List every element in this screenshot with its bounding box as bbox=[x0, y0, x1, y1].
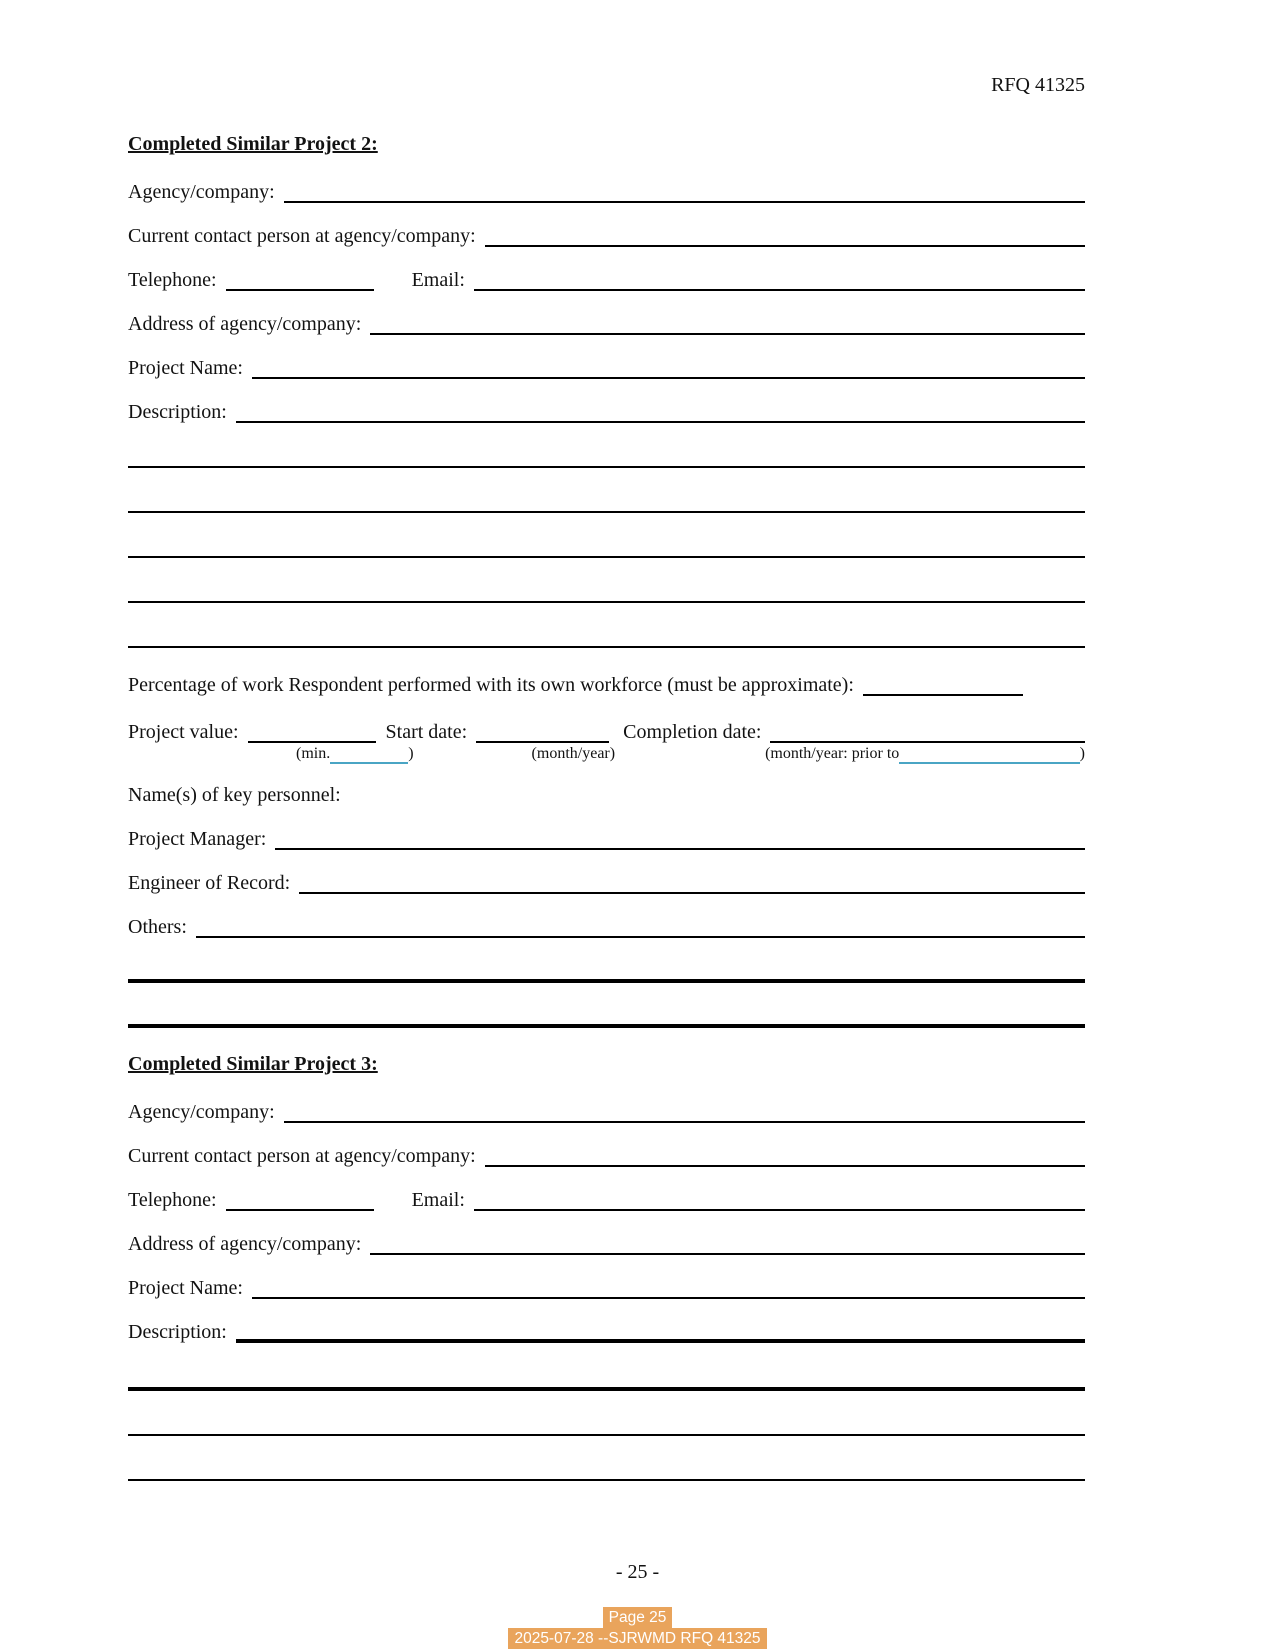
prior-note-open: (month/year: prior to bbox=[765, 745, 900, 762]
min-note-open: (min. bbox=[296, 745, 331, 762]
footer-doc-label: 2025-07-28 --SJRWMD RFQ 41325 bbox=[508, 1628, 766, 1649]
project-manager-input-p2[interactable] bbox=[275, 828, 1085, 850]
prior-note-input-p2[interactable] bbox=[899, 746, 1079, 764]
project-name-label: Project Name: bbox=[128, 357, 243, 379]
address-input-p2[interactable] bbox=[370, 313, 1085, 335]
completion-date-input-p2[interactable] bbox=[770, 721, 1085, 743]
description-label: Description: bbox=[128, 401, 227, 423]
address-input-p3[interactable] bbox=[370, 1233, 1085, 1255]
telephone-label: Telephone: bbox=[128, 269, 217, 291]
phone-email-row-p2 bbox=[128, 269, 1085, 291]
email-label: Email: bbox=[411, 269, 465, 291]
project-name-input-p2[interactable] bbox=[252, 357, 1085, 379]
description-input-p3[interactable] bbox=[236, 1321, 1085, 1343]
footer-page-label: Page 25 bbox=[603, 1607, 673, 1628]
dates-row-p2 bbox=[128, 721, 1085, 743]
prior-note-close: ) bbox=[1079, 745, 1085, 762]
project-manager-label: Project Manager: bbox=[128, 828, 267, 850]
address-row-p3 bbox=[128, 1233, 1085, 1255]
email-label: Email: bbox=[411, 1189, 465, 1211]
address-label: Address of agency/company: bbox=[128, 313, 362, 335]
percentage-label: Percentage of work Respondent performed with its own workforce (must be approximate): bbox=[128, 674, 854, 696]
description-line-2-p3[interactable] bbox=[128, 1343, 1085, 1391]
telephone-input-p3[interactable] bbox=[226, 1189, 374, 1211]
address-row-p2 bbox=[128, 313, 1085, 335]
contact-input-p2[interactable] bbox=[485, 225, 1085, 247]
address-label: Address of agency/company: bbox=[128, 1233, 362, 1255]
start-date-label: Start date: bbox=[385, 721, 468, 743]
email-input-p3[interactable] bbox=[474, 1189, 1085, 1211]
section-title-project-3: Completed Similar Project 3: bbox=[128, 1053, 378, 1075]
percentage-input-p2[interactable] bbox=[863, 674, 1023, 696]
description-line-2-p2[interactable] bbox=[128, 423, 1085, 468]
description-row-p2 bbox=[128, 401, 1085, 423]
phone-email-row-p3 bbox=[128, 1189, 1085, 1211]
engineer-row-p2 bbox=[128, 872, 1085, 894]
agency-row-p2 bbox=[128, 181, 1085, 203]
contact-input-p3[interactable] bbox=[485, 1145, 1085, 1167]
contact-label: Current contact person at agency/company: bbox=[128, 225, 476, 247]
others-line-3-p2[interactable] bbox=[128, 983, 1085, 1028]
telephone-label: Telephone: bbox=[128, 1189, 217, 1211]
description-line-4-p3[interactable] bbox=[128, 1436, 1085, 1481]
month-year-note: (month/year) bbox=[531, 745, 616, 762]
description-line-3-p3[interactable] bbox=[128, 1391, 1085, 1436]
project-value-label: Project value: bbox=[128, 721, 239, 743]
page-content bbox=[128, 0, 1085, 1481]
description-input-p2[interactable] bbox=[236, 401, 1085, 423]
min-note-close: ) bbox=[408, 745, 414, 762]
start-date-input-p2[interactable] bbox=[476, 721, 609, 743]
section-title-project-2: Completed Similar Project 2: bbox=[128, 133, 378, 155]
completion-date-label: Completion date: bbox=[623, 721, 762, 743]
description-row-p3 bbox=[128, 1321, 1085, 1343]
email-input-p2[interactable] bbox=[474, 269, 1085, 291]
description-line-6-p2[interactable] bbox=[128, 603, 1085, 648]
engineer-of-record-label: Engineer of Record: bbox=[128, 872, 291, 894]
agency-input-p3[interactable] bbox=[284, 1101, 1085, 1123]
page-number: - 25 - bbox=[615, 1561, 660, 1583]
agency-label: Agency/company: bbox=[128, 1101, 275, 1123]
key-personnel-label: Name(s) of key personnel: bbox=[128, 784, 341, 806]
key-personnel-row-p2 bbox=[128, 784, 1085, 806]
contact-label: Current contact person at agency/company: bbox=[128, 1145, 476, 1167]
others-label: Others: bbox=[128, 916, 187, 938]
agency-label: Agency/company: bbox=[128, 181, 275, 203]
description-line-5-p2[interactable] bbox=[128, 558, 1085, 603]
others-row-p2 bbox=[128, 916, 1085, 938]
engineer-of-record-input-p2[interactable] bbox=[299, 872, 1085, 894]
description-label: Description: bbox=[128, 1321, 227, 1343]
project-name-label: Project Name: bbox=[128, 1277, 243, 1299]
project-name-row-p2 bbox=[128, 357, 1085, 379]
footer-watermark bbox=[0, 1607, 1275, 1649]
description-line-4-p2[interactable] bbox=[128, 513, 1085, 558]
rfq-reference: RFQ 41325 bbox=[991, 74, 1085, 96]
min-note-input-p2[interactable] bbox=[330, 746, 408, 764]
agency-row-p3 bbox=[128, 1101, 1085, 1123]
project-name-row-p3 bbox=[128, 1277, 1085, 1299]
percentage-row-p2 bbox=[128, 674, 1085, 696]
others-input-p2[interactable] bbox=[196, 916, 1085, 938]
telephone-input-p2[interactable] bbox=[226, 269, 374, 291]
dates-note-row-p2 bbox=[128, 744, 1085, 764]
description-line-3-p2[interactable] bbox=[128, 468, 1085, 513]
project-manager-row-p2 bbox=[128, 828, 1085, 850]
project-value-input-p2[interactable] bbox=[248, 721, 376, 743]
contact-row-p3 bbox=[128, 1145, 1085, 1167]
agency-input-p2[interactable] bbox=[284, 181, 1085, 203]
others-line-2-p2[interactable] bbox=[128, 938, 1085, 983]
contact-row-p2 bbox=[128, 225, 1085, 247]
project-name-input-p3[interactable] bbox=[252, 1277, 1085, 1299]
